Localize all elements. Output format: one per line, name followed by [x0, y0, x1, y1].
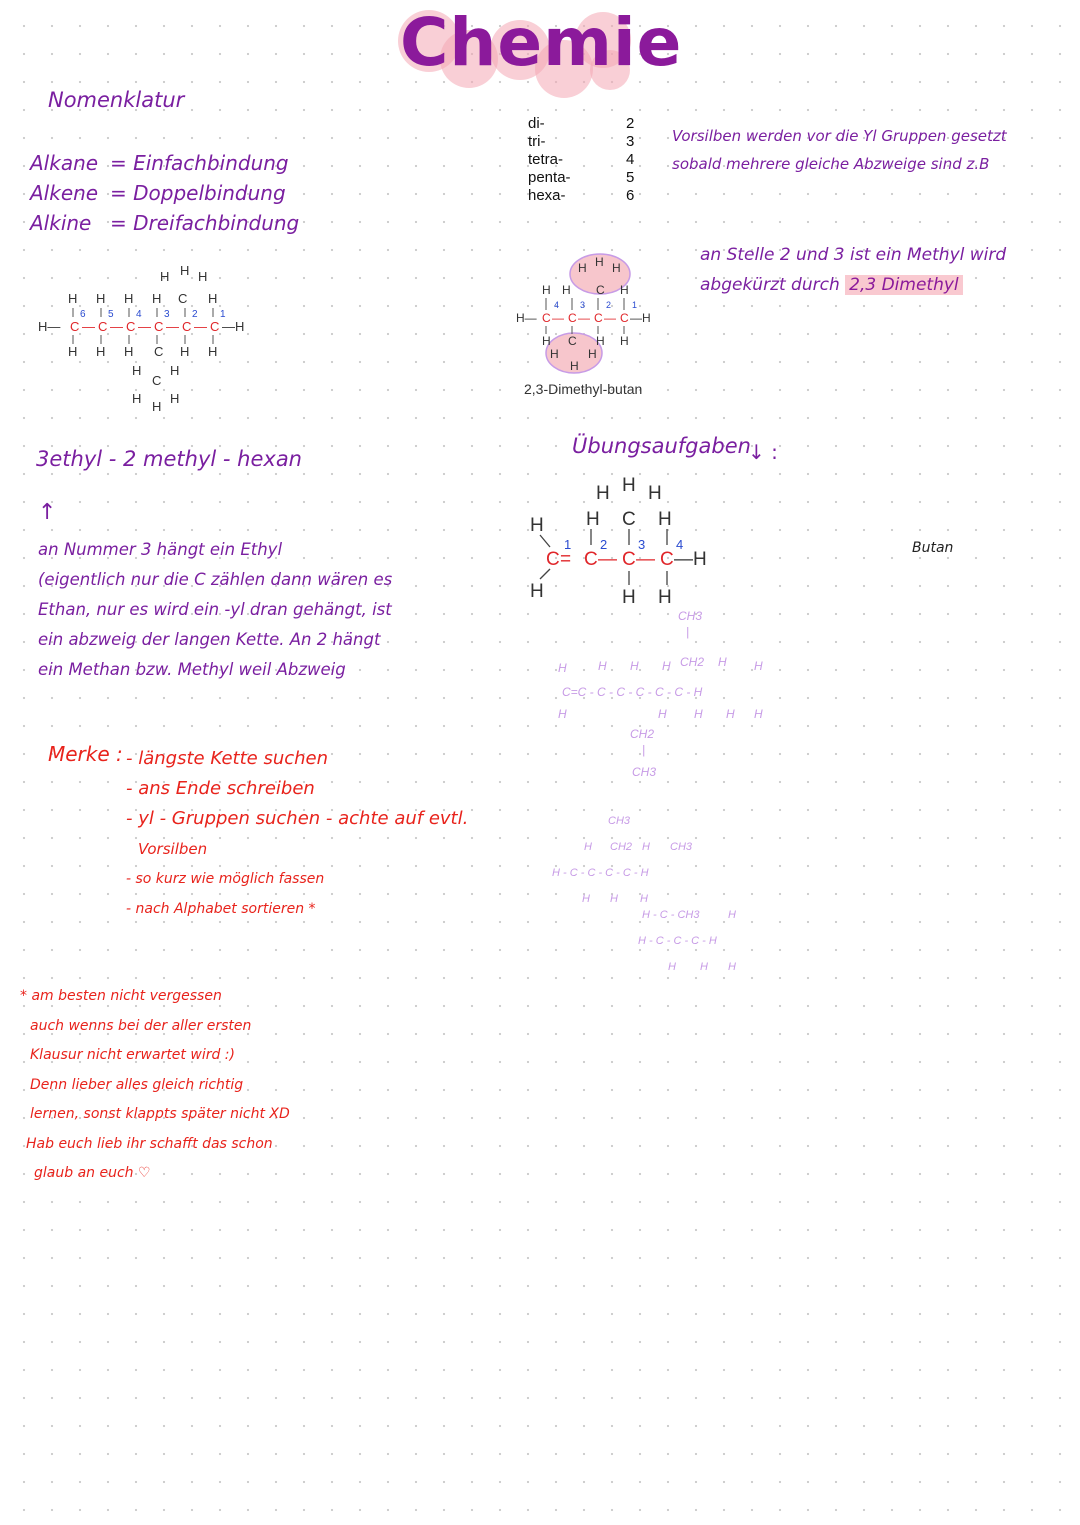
- svg-text:—H: —H: [674, 549, 707, 570]
- highlight-dimethyl: 2,3 Dimethyl: [845, 275, 963, 295]
- butan-label: Butan: [912, 540, 954, 556]
- page-title: Chemie: [400, 4, 683, 81]
- svg-text:H: H: [578, 261, 587, 275]
- svg-text:H: H: [132, 363, 142, 378]
- svg-text:C: C: [210, 319, 220, 334]
- svg-text:H: H: [754, 707, 763, 721]
- svg-text:H: H: [596, 483, 610, 504]
- svg-text:—: —: [552, 311, 564, 325]
- svg-text:C: C: [596, 283, 605, 297]
- svg-text:H: H: [558, 661, 567, 675]
- definition-alkene: Alkene = Doppelbindung: [30, 181, 286, 205]
- list-item: - so kurz wie möglich fassen: [126, 871, 325, 887]
- svg-text:H - C - C - C - C - H: H - C - C - C - C - H: [552, 867, 649, 879]
- definition-list: [30, 148, 299, 238]
- svg-text:H: H: [622, 475, 636, 496]
- prefix-row: tetra- 4: [528, 151, 635, 168]
- definition-alkine: Alkine = Dreifachbindung: [30, 211, 300, 235]
- list-item: Vorsilben: [138, 840, 208, 858]
- svg-text:H: H: [180, 263, 190, 278]
- chain-number: 3: [164, 309, 170, 320]
- structure-butene: [526, 473, 726, 608]
- svg-text:H: H: [612, 261, 621, 275]
- chain-number: 4: [676, 537, 684, 552]
- svg-text:H: H: [620, 283, 629, 297]
- svg-text:H: H: [584, 841, 592, 853]
- svg-text:—H: —H: [630, 311, 651, 325]
- svg-text:CH2: CH2: [610, 841, 633, 853]
- svg-text:H: H: [648, 483, 662, 504]
- chain-number: 1: [564, 537, 572, 552]
- svg-text:H: H: [726, 707, 735, 721]
- svg-text:H: H: [198, 269, 208, 284]
- list-item: - längste Kette suchen: [126, 748, 329, 769]
- svg-text:H: H: [668, 961, 676, 973]
- svg-text:H - C - CH3: H - C - CH3: [642, 909, 700, 921]
- prefix-row: di- 2: [528, 115, 635, 132]
- svg-text:C: C: [542, 311, 551, 325]
- svg-text:H: H: [630, 659, 639, 673]
- molecule-caption: 2,3-Dimethyl-butan: [524, 381, 643, 397]
- svg-text:—: —: [636, 549, 655, 570]
- svg-text:C: C: [152, 373, 162, 388]
- svg-text:H—: H—: [516, 311, 537, 325]
- svg-text:H: H: [530, 581, 544, 602]
- svg-text:—: —: [578, 311, 590, 325]
- svg-text:C: C: [126, 319, 136, 334]
- svg-text:H: H: [68, 344, 78, 359]
- svg-text:—: —: [110, 319, 123, 334]
- structure-ethyl-methyl-hexane: [30, 255, 260, 415]
- svg-text:—: —: [598, 549, 617, 570]
- merke-list: [126, 744, 468, 924]
- svg-text:H: H: [152, 399, 162, 414]
- svg-text:H: H: [610, 893, 618, 905]
- svg-text:H - C - C - C - H: H - C - C - C - H: [638, 935, 717, 947]
- svg-text:C: C: [70, 319, 80, 334]
- chain-number: 1: [220, 309, 226, 320]
- svg-text:H: H: [208, 344, 218, 359]
- svg-text:C: C: [154, 344, 164, 359]
- svg-text:CH3: CH3: [670, 841, 693, 853]
- svg-text:H: H: [700, 961, 708, 973]
- svg-text:H: H: [96, 344, 106, 359]
- svg-text:H: H: [658, 707, 667, 721]
- svg-text:H: H: [68, 291, 78, 306]
- svg-text:CH2: CH2: [630, 727, 655, 741]
- svg-text:H: H: [550, 347, 559, 361]
- svg-text:C: C: [584, 549, 598, 570]
- svg-text:H: H: [530, 515, 544, 536]
- svg-text:H: H: [96, 291, 106, 306]
- svg-text:H: H: [160, 269, 170, 284]
- svg-text:CH3: CH3: [632, 765, 657, 779]
- svg-text:—: —: [166, 319, 179, 334]
- svg-text:H: H: [132, 391, 142, 406]
- svg-text:—: —: [82, 319, 95, 334]
- svg-text:H: H: [620, 334, 629, 348]
- svg-text:H: H: [542, 283, 551, 297]
- svg-text:H: H: [152, 291, 162, 306]
- svg-text:—H: —H: [222, 319, 245, 334]
- svg-text:H—: H—: [38, 319, 61, 334]
- svg-text:C=C - C - C - C - C - C - H: C=C - C - C - C - C - C - H: [562, 685, 703, 699]
- chain-number: 4: [136, 309, 142, 320]
- svg-text:H: H: [728, 961, 736, 973]
- svg-text:H: H: [595, 255, 604, 269]
- chain-number: 6: [80, 309, 86, 320]
- chain-number: 3: [580, 300, 586, 310]
- list-item: - ans Ende schreiben: [126, 778, 315, 799]
- svg-text:H: H: [718, 655, 727, 669]
- svg-text:H: H: [658, 509, 672, 530]
- chain-number: 4: [554, 300, 560, 310]
- svg-text:=: =: [560, 549, 572, 570]
- exercise-sketch-1: [550, 600, 800, 790]
- svg-text:H: H: [622, 587, 636, 608]
- svg-text:C: C: [568, 334, 577, 348]
- svg-text:—: —: [604, 311, 616, 325]
- chain-number: 2: [606, 300, 612, 310]
- svg-text:H: H: [658, 587, 672, 608]
- prefix-note: Vorsilben werden vor die Yl Gruppen gesetzt sobald mehrere gleiche Abzweige sind z.B: [672, 127, 1007, 173]
- explanation-text: an Nummer 3 hängt ein Ethyl (eigentlich nur die C zählen dann wären es Ethan, nur es wird ein -yl dran gehängt, ist ein abzweig der langen Kette. An 2 hängt ein Methan bzw. Methyl weil Abzweig: [38, 540, 393, 679]
- svg-text:|: |: [686, 625, 690, 639]
- svg-text:H: H: [588, 347, 597, 361]
- svg-text:H: H: [662, 659, 671, 673]
- svg-text:C: C: [98, 319, 108, 334]
- svg-text:H: H: [640, 893, 648, 905]
- svg-text:H: H: [208, 291, 218, 306]
- svg-text:H: H: [694, 707, 703, 721]
- svg-text:H: H: [170, 391, 180, 406]
- svg-text:C: C: [154, 319, 164, 334]
- svg-text:H: H: [124, 344, 134, 359]
- svg-text:H: H: [570, 359, 579, 373]
- svg-text:C: C: [568, 311, 577, 325]
- footnote: * am besten nicht vergessen auch wenns bei der aller ersten Klausur nicht erwartet wird :) Denn lieber alles gleich richtig lernen, sonst klappts später nicht XD Hab euch lieb ihr schafft das schon glaub an euch ♡: [20, 988, 290, 1181]
- prefix-row: tri- 3: [528, 133, 635, 150]
- chain-number: 3: [638, 537, 646, 552]
- svg-text:C: C: [620, 311, 629, 325]
- exercises-heading: Übungsaufgaben: [572, 434, 751, 458]
- svg-text:C: C: [622, 549, 636, 570]
- svg-text:C: C: [594, 311, 603, 325]
- svg-text:H: H: [542, 334, 551, 348]
- chain-number: 5: [108, 309, 114, 320]
- svg-text:—: —: [194, 319, 207, 334]
- molecule-name: 3ethyl - 2 methyl - hexan: [36, 447, 302, 471]
- nomenclature-heading: Nomenklatur: [48, 88, 185, 112]
- svg-text:H: H: [728, 909, 736, 921]
- svg-text:—: —: [138, 319, 151, 334]
- exercise-sketch-2: [550, 810, 780, 980]
- svg-text:H: H: [642, 841, 650, 853]
- svg-text:H: H: [596, 334, 605, 348]
- svg-text:C: C: [178, 291, 188, 306]
- svg-text:H: H: [586, 509, 600, 530]
- arrow-down-icon: ↓ :: [748, 440, 778, 464]
- svg-text:C: C: [546, 549, 560, 570]
- prefix-table: [528, 115, 634, 205]
- chain-number: 2: [192, 309, 198, 320]
- svg-text:C: C: [660, 549, 674, 570]
- svg-text:H: H: [562, 283, 571, 297]
- svg-text:H: H: [598, 659, 607, 673]
- list-item: - yl - Gruppen suchen - achte auf evtl.: [126, 808, 469, 829]
- arrow-up-icon: ↑: [38, 500, 57, 525]
- svg-text:H: H: [180, 344, 190, 359]
- svg-text:|: |: [642, 743, 646, 757]
- methyl-note: an Stelle 2 und 3 ist ein Methyl wird abgekürzt durch 2,3 Dimethyl: [700, 245, 1007, 295]
- prefix-row: penta- 5: [528, 169, 635, 186]
- prefix-row: hexa- 6: [528, 187, 635, 204]
- svg-text:C: C: [622, 509, 636, 530]
- svg-text:C: C: [182, 319, 192, 334]
- svg-text:H: H: [582, 893, 590, 905]
- svg-text:H: H: [754, 659, 763, 673]
- chain-number: 2: [600, 537, 608, 552]
- svg-text:H: H: [558, 707, 567, 721]
- merke-label: Merke :: [48, 742, 123, 766]
- definition-alkane: Alkane = Einfachbindung: [30, 151, 289, 175]
- svg-text:CH2: CH2: [680, 655, 705, 669]
- svg-text:H: H: [170, 363, 180, 378]
- svg-text:H: H: [124, 291, 134, 306]
- svg-text:CH3: CH3: [678, 609, 703, 623]
- list-item: - nach Alphabet sortieren *: [126, 901, 316, 917]
- chain-number: 1: [632, 300, 638, 310]
- svg-text:CH3: CH3: [608, 815, 631, 827]
